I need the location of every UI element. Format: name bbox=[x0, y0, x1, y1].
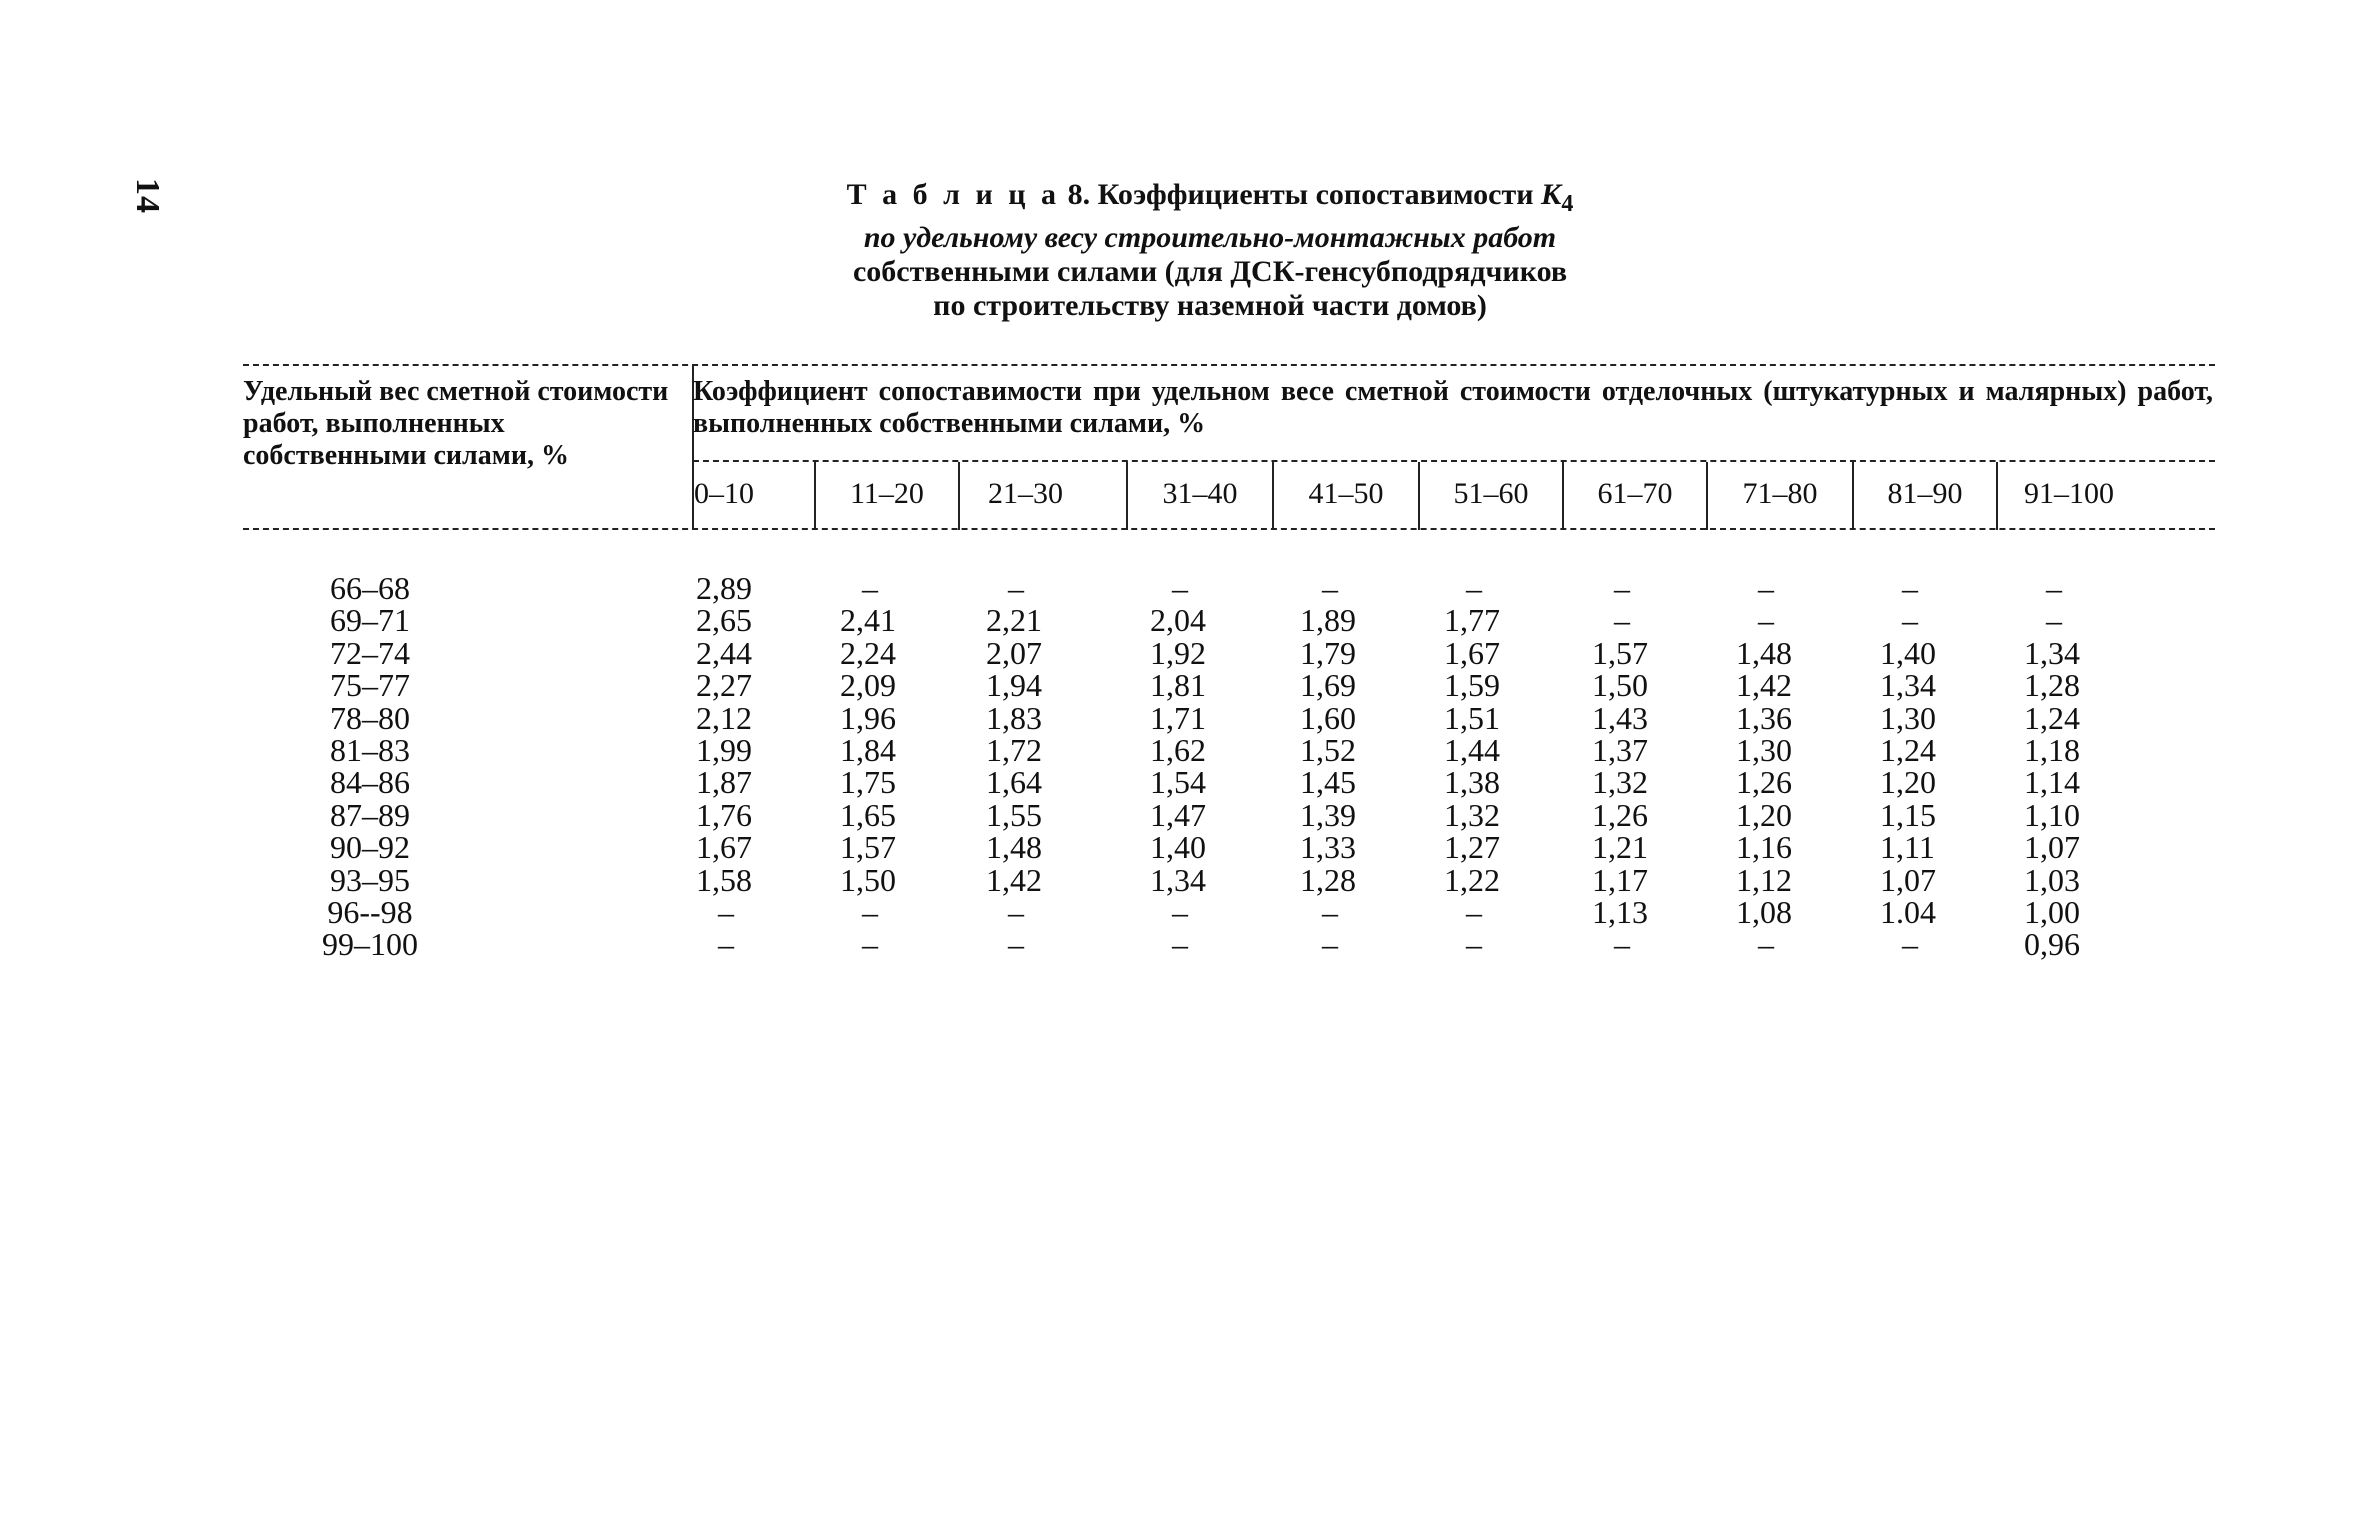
table-cell: 1,32 bbox=[1592, 764, 1648, 800]
table-cell: – bbox=[1614, 926, 1630, 962]
column-header: 31–40 bbox=[1162, 477, 1238, 510]
table-cell: 2,89 bbox=[696, 570, 752, 606]
table-cell: 1,13 bbox=[1592, 894, 1648, 930]
title-line-4: по строительству наземной части домов) bbox=[933, 289, 1487, 322]
page-number: 14 bbox=[129, 178, 166, 214]
table-cell: – bbox=[1614, 602, 1630, 638]
table-cell: 1,69 bbox=[1300, 667, 1356, 703]
table-cell: – bbox=[1466, 926, 1482, 962]
table-cell: – bbox=[1466, 570, 1482, 606]
row-label: 78–80 bbox=[330, 700, 410, 736]
stub-header: Удельный вес сметной стоимости работ, выполненных собственными силами, % bbox=[243, 376, 669, 471]
table-cell: – bbox=[862, 926, 878, 962]
column-header: 41–50 bbox=[1308, 477, 1384, 510]
column-header: 81–90 bbox=[1887, 477, 1963, 510]
table-cell: – bbox=[718, 926, 734, 962]
table-cell: 1,48 bbox=[986, 829, 1042, 865]
table-cell: 1,52 bbox=[1300, 732, 1356, 768]
table-cell: 1,65 bbox=[840, 797, 896, 833]
table-cell: 1,54 bbox=[1150, 764, 1206, 800]
table-cell: 1,42 bbox=[1736, 667, 1792, 703]
row-label: 90–92 bbox=[330, 829, 410, 865]
table-title bbox=[760, 178, 1660, 323]
table-cell: 1,57 bbox=[1592, 635, 1648, 671]
title-line-1 bbox=[760, 178, 1660, 221]
table-cell: – bbox=[1322, 570, 1338, 606]
row-label: 66–68 bbox=[330, 570, 410, 606]
table-cell: 1,60 bbox=[1300, 700, 1356, 736]
title-line1-text: 8. Коэффициенты сопоставимости bbox=[1067, 178, 1541, 211]
table-cell: 1,34 bbox=[1150, 862, 1206, 898]
table-cell: 1,20 bbox=[1880, 764, 1936, 800]
title-k-subscript: 4 bbox=[1561, 191, 1574, 217]
table-cell: 1,30 bbox=[1880, 700, 1936, 736]
table-cell: 2,12 bbox=[696, 700, 752, 736]
column-header: 61–70 bbox=[1597, 477, 1673, 510]
table-cell: 1,87 bbox=[696, 764, 752, 800]
table-cell: 1,24 bbox=[2024, 700, 2080, 736]
table-cell: 1,44 bbox=[1444, 732, 1500, 768]
table-cell: – bbox=[1172, 570, 1188, 606]
row-label: 96--98 bbox=[327, 894, 413, 930]
table-cell: – bbox=[718, 894, 734, 930]
table-cell: 1,94 bbox=[986, 667, 1042, 703]
table-cell: 1,40 bbox=[1150, 829, 1206, 865]
table-cell: 1,71 bbox=[1150, 700, 1206, 736]
table-cell: – bbox=[862, 894, 878, 930]
table-cell: 1,89 bbox=[1300, 602, 1356, 638]
table-cell: 1,34 bbox=[1880, 667, 1936, 703]
table-cell: – bbox=[1758, 926, 1774, 962]
table-cell: 1,59 bbox=[1444, 667, 1500, 703]
table-cell: 1,16 bbox=[1736, 829, 1792, 865]
table-cell: 1.04 bbox=[1880, 894, 1936, 930]
table-cell: 1,07 bbox=[2024, 829, 2080, 865]
table-cell: 1,42 bbox=[986, 862, 1042, 898]
title-line-3: собственными силами (для ДСК-генсубподрядчиков bbox=[852, 255, 1568, 288]
table-cell: 1,24 bbox=[1880, 732, 1936, 768]
table-cell: 1,47 bbox=[1150, 797, 1206, 833]
table-cell: 1,55 bbox=[986, 797, 1042, 833]
column-header: 71–80 bbox=[1742, 477, 1818, 510]
table-cell: 1,96 bbox=[840, 700, 896, 736]
column-header-rule bbox=[693, 460, 2215, 462]
table-cell: – bbox=[1322, 926, 1338, 962]
table-cell: 2,44 bbox=[696, 635, 752, 671]
table-cell: 1,26 bbox=[1736, 764, 1792, 800]
row-label: 84–86 bbox=[330, 764, 410, 800]
table-cell: – bbox=[1614, 570, 1630, 606]
table-cell: 1,92 bbox=[1150, 635, 1206, 671]
table-header-bottom-rule bbox=[243, 528, 2215, 530]
table-cell: 1,51 bbox=[1444, 700, 1500, 736]
column-header: 0–10 bbox=[694, 477, 754, 510]
table-cell: 2,65 bbox=[696, 602, 752, 638]
table-cell: – bbox=[1008, 926, 1024, 962]
table-cell: 1,45 bbox=[1300, 764, 1356, 800]
table-cell: 1,15 bbox=[1880, 797, 1936, 833]
table-cell: 2,04 bbox=[1150, 602, 1206, 638]
table-cell: 1,37 bbox=[1592, 732, 1648, 768]
table-cell: – bbox=[1172, 894, 1188, 930]
table-cell: 1,10 bbox=[2024, 797, 2080, 833]
table-cell: 2,07 bbox=[986, 635, 1042, 671]
table-cell: 1,08 bbox=[1736, 894, 1792, 930]
table-cell: 1,58 bbox=[696, 862, 752, 898]
row-label: 93–95 bbox=[330, 862, 410, 898]
column-header: 51–60 bbox=[1453, 477, 1529, 510]
table-cell: – bbox=[1758, 602, 1774, 638]
table-cell: 2,24 bbox=[840, 635, 896, 671]
row-label: 75–77 bbox=[330, 667, 410, 703]
table-cell: 1,43 bbox=[1592, 700, 1648, 736]
table-cell: – bbox=[2046, 570, 2062, 606]
title-k-symbol: К bbox=[1541, 178, 1562, 211]
table-cell: 1,34 bbox=[2024, 635, 2080, 671]
table-cell: – bbox=[1008, 570, 1024, 606]
span-header: Коэффициент сопоставимости при удельном весе сметной стоимости отделочных (штукатурных и малярных) работ, выполненных собственными силами, % bbox=[693, 376, 2213, 439]
table-cell: 1,27 bbox=[1444, 829, 1500, 865]
table-cell: 1,83 bbox=[986, 700, 1042, 736]
table-cell: 1,81 bbox=[1150, 667, 1206, 703]
table-cell: 1,62 bbox=[1150, 732, 1206, 768]
table-cell: 1,28 bbox=[1300, 862, 1356, 898]
table-cell: 1,30 bbox=[1736, 732, 1792, 768]
table-top-rule bbox=[243, 364, 2215, 366]
column-header: 91–100 bbox=[2024, 477, 2114, 510]
title-line-2: по удельному весу строительно-монтажных работ bbox=[863, 221, 1557, 254]
table-cell: 1,22 bbox=[1444, 862, 1500, 898]
table-cell: 1,72 bbox=[986, 732, 1042, 768]
table-cell: 1,00 bbox=[2024, 894, 2080, 930]
table-cell: – bbox=[1466, 894, 1482, 930]
table-cell: 1,12 bbox=[1736, 862, 1792, 898]
table-cell: – bbox=[1322, 894, 1338, 930]
table-cell: 1,03 bbox=[2024, 862, 2080, 898]
table-cell: 2,27 bbox=[696, 667, 752, 703]
table-cell: 1,77 bbox=[1444, 602, 1500, 638]
table-cell: 1,76 bbox=[696, 797, 752, 833]
column-header: 11–20 bbox=[850, 477, 924, 510]
table-cell: 1,79 bbox=[1300, 635, 1356, 671]
row-label: 69–71 bbox=[330, 602, 410, 638]
table-cell: 2,41 bbox=[840, 602, 896, 638]
table-cell: – bbox=[1902, 926, 1918, 962]
table-cell: – bbox=[1172, 926, 1188, 962]
table-cell: 1,67 bbox=[1444, 635, 1500, 671]
table-cell: 1,07 bbox=[1880, 862, 1936, 898]
row-label: 72–74 bbox=[330, 635, 410, 671]
table-cell: 1,64 bbox=[986, 764, 1042, 800]
table-cell: 1,99 bbox=[696, 732, 752, 768]
table-cell: 2,21 bbox=[986, 602, 1042, 638]
table-cell: – bbox=[1902, 602, 1918, 638]
table-cell: 2,09 bbox=[840, 667, 896, 703]
row-label: 99–100 bbox=[322, 926, 418, 962]
title-lead: Т а б л и ц а bbox=[846, 178, 1061, 211]
table-cell: 1,14 bbox=[2024, 764, 2080, 800]
table-cell: – bbox=[1902, 570, 1918, 606]
table-cell: 1,26 bbox=[1592, 797, 1648, 833]
table-cell: – bbox=[1008, 894, 1024, 930]
table-cell: – bbox=[862, 570, 878, 606]
table-cell: 1,33 bbox=[1300, 829, 1356, 865]
table-cell: 1,48 bbox=[1736, 635, 1792, 671]
table-cell: 1,50 bbox=[840, 862, 896, 898]
table-cell: 1,84 bbox=[840, 732, 896, 768]
table-cell: 1,40 bbox=[1880, 635, 1936, 671]
table-cell: 1,39 bbox=[1300, 797, 1356, 833]
table-cell: 1,11 bbox=[1880, 829, 1935, 865]
table-cell: 1,18 bbox=[2024, 732, 2080, 768]
table-cell: 1,57 bbox=[840, 829, 896, 865]
table-cell: – bbox=[2046, 602, 2062, 638]
table-cell: 1,21 bbox=[1592, 829, 1648, 865]
table-cell: 1,67 bbox=[696, 829, 752, 865]
table-cell: 1,20 bbox=[1736, 797, 1792, 833]
table-cell: 1,38 bbox=[1444, 764, 1500, 800]
table-cell: 1,75 bbox=[840, 764, 896, 800]
row-label: 81–83 bbox=[330, 732, 410, 768]
table-cell: 1,32 bbox=[1444, 797, 1500, 833]
table-cell: 1,36 bbox=[1736, 700, 1792, 736]
row-label: 87–89 bbox=[330, 797, 410, 833]
table-cell: 1,50 bbox=[1592, 667, 1648, 703]
column-header: 21–30 bbox=[988, 477, 1063, 510]
table-cell: – bbox=[1758, 570, 1774, 606]
table-cell: 1,28 bbox=[2024, 667, 2080, 703]
table-cell: 1,17 bbox=[1592, 862, 1648, 898]
table-cell: 0,96 bbox=[2024, 926, 2080, 962]
